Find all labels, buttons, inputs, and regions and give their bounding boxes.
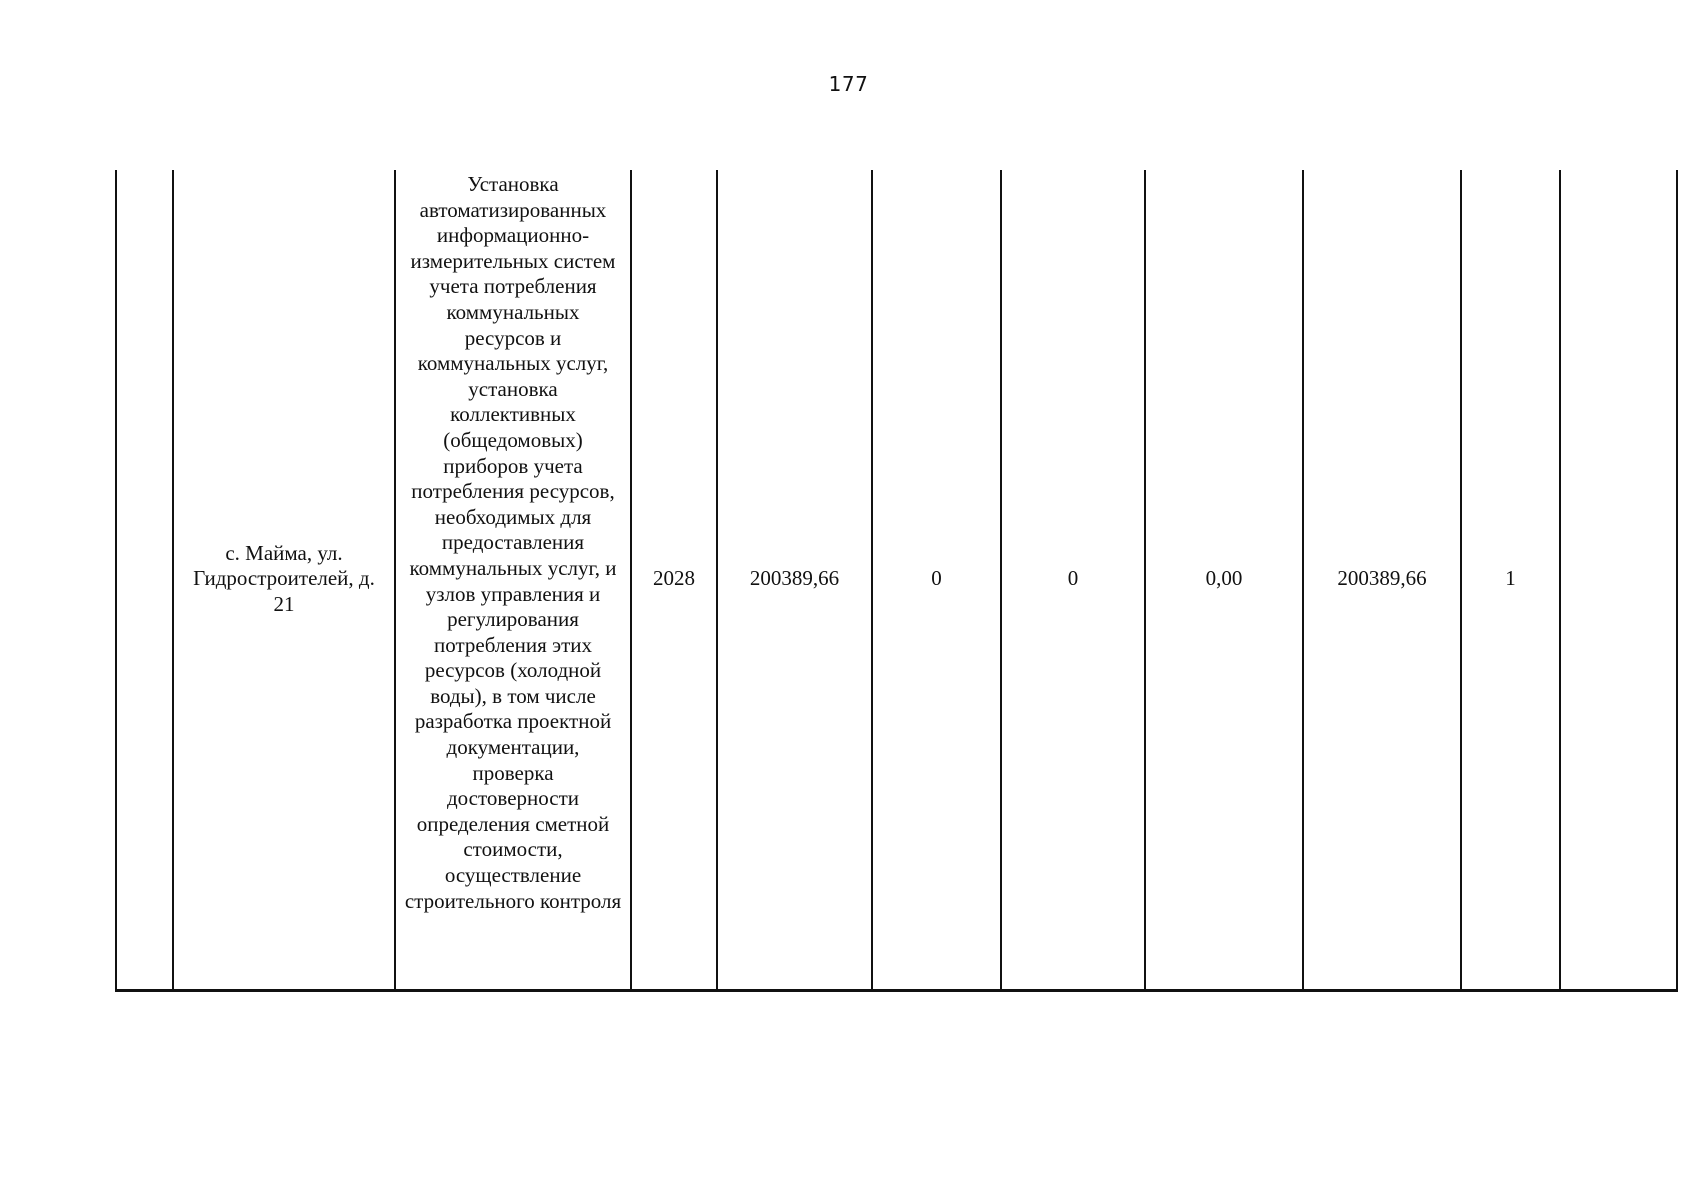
work-description-text: Установка автоматизированных информационно-измерительных систем учета потребления коммунальных ресурсов и коммунальных услуг, установка коллективных (общедомовых) приборов учета потребления ресурсов, необходимых для предоставления коммунальных услуг, и узлов управления и регулирования потребления этих ресурсов (холодной воды), в том числе разработка проектной документации, проверка достоверности определения сметной стоимости, осуществление строительного контроля bbox=[404, 172, 622, 913]
address-cell bbox=[173, 170, 395, 990]
value-cell-3: 0,00 bbox=[1145, 170, 1303, 990]
total-cost-cell: 200389,66 bbox=[717, 170, 872, 990]
works-table-wrapper bbox=[115, 170, 1678, 992]
works-table bbox=[115, 170, 1678, 992]
value-cell-5: 1 bbox=[1461, 170, 1560, 990]
value-cell-6 bbox=[1560, 170, 1677, 990]
value-cell-4: 200389,66 bbox=[1303, 170, 1461, 990]
value-cell-1: 0 bbox=[872, 170, 1001, 990]
address-text: с. Майма, ул. Гидростроителей, д. 21 bbox=[193, 540, 375, 617]
row-number-cell bbox=[116, 170, 173, 990]
year-cell: 2028 bbox=[631, 170, 717, 990]
value-cell-2: 0 bbox=[1001, 170, 1145, 990]
table-row bbox=[116, 170, 1677, 990]
work-description-cell bbox=[395, 170, 631, 990]
page-number: 177 bbox=[828, 72, 869, 96]
